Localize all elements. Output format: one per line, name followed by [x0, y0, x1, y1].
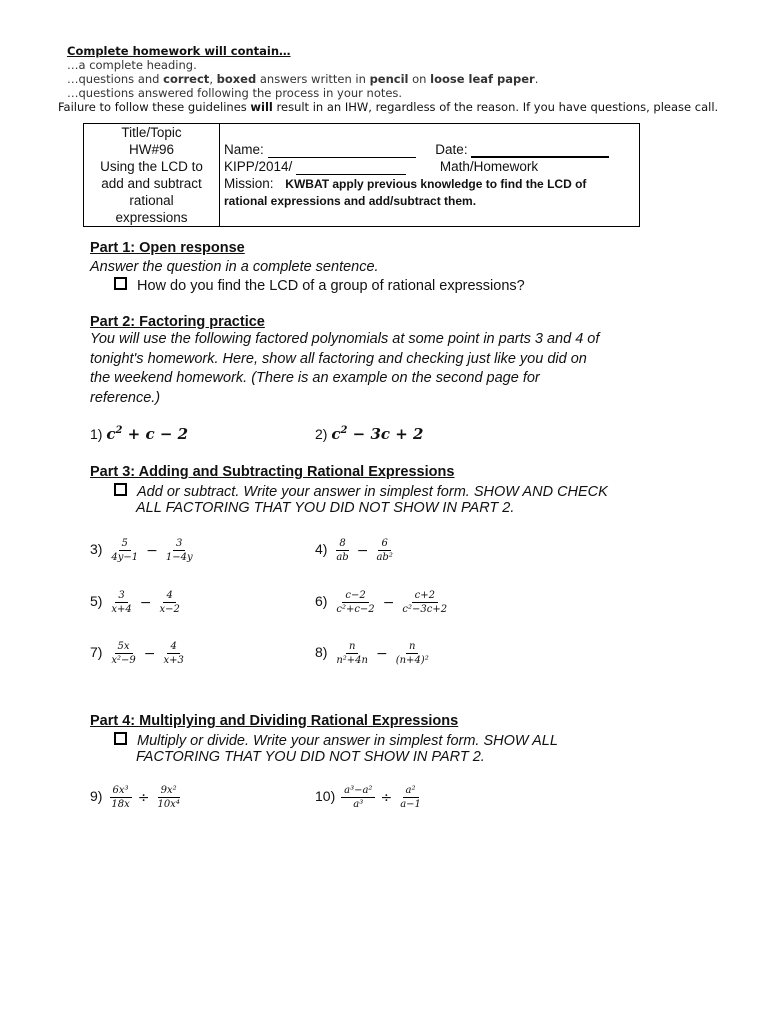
problem-number: 4): [315, 541, 328, 558]
fraction: [341, 785, 375, 810]
guideline-bold: boxed: [216, 72, 257, 86]
denominator: x+3: [163, 655, 184, 666]
title-line: rational: [129, 193, 174, 208]
title-topic-cell: [84, 124, 220, 227]
part2-instructions: [90, 330, 680, 408]
terms: + c − 2: [122, 425, 189, 443]
title-line: HW#96: [128, 142, 174, 157]
mission-text-continued: rational expressions and add/subtract them.: [224, 194, 477, 208]
guideline-text: on: [408, 72, 431, 86]
problem-number: 5): [90, 593, 103, 610]
numerator: 3: [115, 590, 127, 603]
denominator: x−2: [159, 604, 180, 615]
fraction: [397, 785, 424, 810]
denominator: c²+c−2: [336, 604, 375, 615]
problem-3: [90, 538, 198, 563]
problem-number: 2): [315, 426, 328, 442]
denominator: ab²: [376, 552, 393, 563]
part2-section: [90, 314, 680, 408]
mission-label: Mission:: [224, 176, 274, 191]
numerator: c+2: [412, 590, 438, 603]
numerator: a²: [403, 785, 419, 798]
denominator: c²−3c+2: [402, 604, 448, 615]
denominator: (n+4)²: [395, 655, 429, 666]
var: c: [106, 425, 116, 443]
part2-line: tonight's homework. Here, show all factoring and checking just like you did on: [90, 350, 587, 367]
denominator: 10x⁴: [157, 799, 180, 810]
problem-2: [315, 425, 424, 443]
denominator: 18x: [111, 799, 130, 810]
problem-number: 6): [315, 593, 328, 610]
numerator: 6: [378, 538, 390, 551]
denominator: ab: [336, 552, 349, 563]
part4-line: Multiply or divide. Write your answer in simplest form. SHOW ALL: [137, 733, 558, 749]
title-line: Title/Topic: [121, 125, 182, 140]
title-line: add and subtract: [101, 176, 202, 191]
guideline-process-item: …questions answered following the process in your notes.: [67, 86, 403, 100]
warning-text: Failure to follow these guidelines: [58, 100, 251, 114]
numerator: n: [346, 641, 358, 654]
exponent: 2: [115, 425, 123, 436]
problem-1: [90, 425, 188, 443]
fraction: [156, 590, 182, 615]
numerator: a³−a²: [341, 785, 375, 798]
fraction: [333, 641, 371, 666]
fraction: [160, 641, 186, 666]
fraction: [108, 641, 138, 666]
fraction: [163, 538, 196, 563]
heading-table: [83, 123, 640, 227]
part3-instruction: [90, 483, 608, 500]
guideline-text: .: [534, 72, 539, 86]
warning-text: result in an IHW, regardless of the reason. If you have questions, please call.: [272, 100, 719, 114]
part1-section: [90, 240, 525, 294]
operator: −: [375, 645, 388, 662]
numerator: 8: [336, 538, 348, 551]
fraction: [393, 641, 432, 666]
operator: −: [146, 542, 158, 559]
guideline-answers-item: [67, 72, 727, 86]
denominator: a−1: [400, 799, 421, 810]
problem-8: [315, 641, 434, 666]
guideline-text: …questions and: [67, 72, 164, 86]
denominator: a³: [353, 799, 364, 810]
guideline-bold: loose leaf paper: [430, 72, 535, 86]
name-date-row: [224, 141, 639, 158]
guideline-text: answers written in: [256, 72, 370, 86]
denominator: x²−9: [111, 655, 136, 666]
operator: ÷: [380, 789, 393, 806]
numerator: 6x³: [110, 785, 132, 798]
terms: − 3c + 2: [347, 425, 424, 443]
problem-number: 7): [90, 644, 103, 661]
info-cell: [220, 124, 640, 227]
guideline-warning: [58, 100, 727, 114]
denominator: 1−4y: [165, 552, 193, 563]
numerator: 5: [119, 538, 131, 551]
numerator: c−2: [342, 590, 368, 603]
part3-line: ALL FACTORING THAT YOU DID NOT SHOW IN PART 2.: [136, 500, 515, 516]
part1-title: Part 1: Open response: [90, 240, 245, 256]
mission-text: KWBAT apply previous knowledge to find the LCD of: [285, 177, 587, 191]
part3-section: [90, 464, 608, 516]
part1-question-item: [90, 277, 525, 294]
part2-line: reference.): [90, 389, 161, 406]
numerator: 9x²: [158, 785, 180, 798]
numerator: n: [406, 641, 418, 654]
title-line: expressions: [115, 210, 188, 225]
part1-question: How do you find the LCD of a group of rational expressions?: [137, 278, 525, 294]
numerator: 4: [163, 590, 175, 603]
denominator: n²+4n: [336, 655, 368, 666]
problem-number: 9): [90, 788, 103, 805]
part3-title: Part 3: Adding and Subtracting Rational Expressions: [90, 464, 455, 480]
operator: −: [139, 594, 152, 611]
guideline-bold: correct: [163, 72, 210, 86]
exponent: 2: [340, 425, 348, 436]
mission-row: [224, 175, 639, 193]
problem-4: [315, 538, 398, 563]
class-label: Math/Homework: [439, 159, 539, 174]
operator: −: [356, 542, 369, 559]
guidelines-heading: Complete homework will contain…: [67, 44, 291, 58]
problem-10: [315, 785, 426, 810]
guideline-bold: pencil: [369, 72, 409, 86]
problem-9: [90, 785, 185, 810]
numerator: 4: [167, 641, 179, 654]
date-label: Date:: [435, 142, 468, 157]
kipp-label: KIPP/2014/: [224, 159, 293, 174]
part4-section: [90, 713, 558, 765]
checkbox-icon: [114, 732, 127, 745]
problem-6: [315, 590, 452, 615]
polynomial: [106, 425, 188, 443]
denominator: x+4: [111, 604, 132, 615]
part3-line: Add or subtract. Write your answer in simplest form. SHOW AND CHECK: [137, 484, 608, 500]
problem-number: 1): [90, 426, 103, 442]
name-blank[interactable]: [268, 144, 416, 158]
operator: −: [143, 645, 156, 662]
numerator: 5x: [115, 641, 133, 654]
problem-number: 8): [315, 644, 328, 661]
guideline-heading-item: …a complete heading.: [67, 58, 197, 72]
problem-5: [90, 590, 185, 615]
checkbox-icon: [114, 277, 127, 290]
operator: ÷: [137, 789, 150, 806]
part4-instruction: [90, 732, 558, 749]
guideline-text: ,: [209, 72, 217, 86]
problem-number: 3): [90, 541, 103, 558]
problem-number: 10): [315, 788, 336, 805]
part4-line: FACTORING THAT YOU DID NOT SHOW IN PART 2.: [136, 749, 485, 765]
kipp-row: [224, 158, 639, 175]
part2-line: You will use the following factored polynomials at some point in parts 3 and 4 of: [90, 331, 600, 347]
part2-title: Part 2: Factoring practice: [90, 314, 265, 330]
fraction: [108, 538, 141, 563]
fraction: [108, 785, 132, 810]
polynomial: [331, 425, 423, 443]
problem-7: [90, 641, 189, 666]
fraction: [154, 785, 182, 810]
name-label: Name:: [224, 142, 264, 157]
denominator: 4y−1: [111, 552, 139, 563]
kipp-blank[interactable]: [296, 161, 406, 175]
warning-bold: will: [250, 100, 273, 114]
part1-instruction: Answer the question in a complete sentence.: [90, 259, 379, 275]
operator: −: [382, 594, 395, 611]
date-blank[interactable]: [471, 143, 609, 158]
fraction: [373, 538, 395, 563]
var: c: [331, 425, 341, 443]
fraction: [399, 590, 450, 615]
homework-guidelines: [58, 44, 727, 114]
part4-title: Part 4: Multiplying and Dividing Rational Expressions: [90, 713, 459, 729]
numerator: 3: [173, 538, 185, 551]
fraction: [333, 590, 377, 615]
fraction: [333, 538, 351, 563]
fraction: [108, 590, 134, 615]
title-line: Using the LCD to: [100, 159, 203, 174]
part2-line: the weekend homework. (There is an example on the second page for: [90, 370, 540, 386]
checkbox-icon: [114, 483, 127, 496]
